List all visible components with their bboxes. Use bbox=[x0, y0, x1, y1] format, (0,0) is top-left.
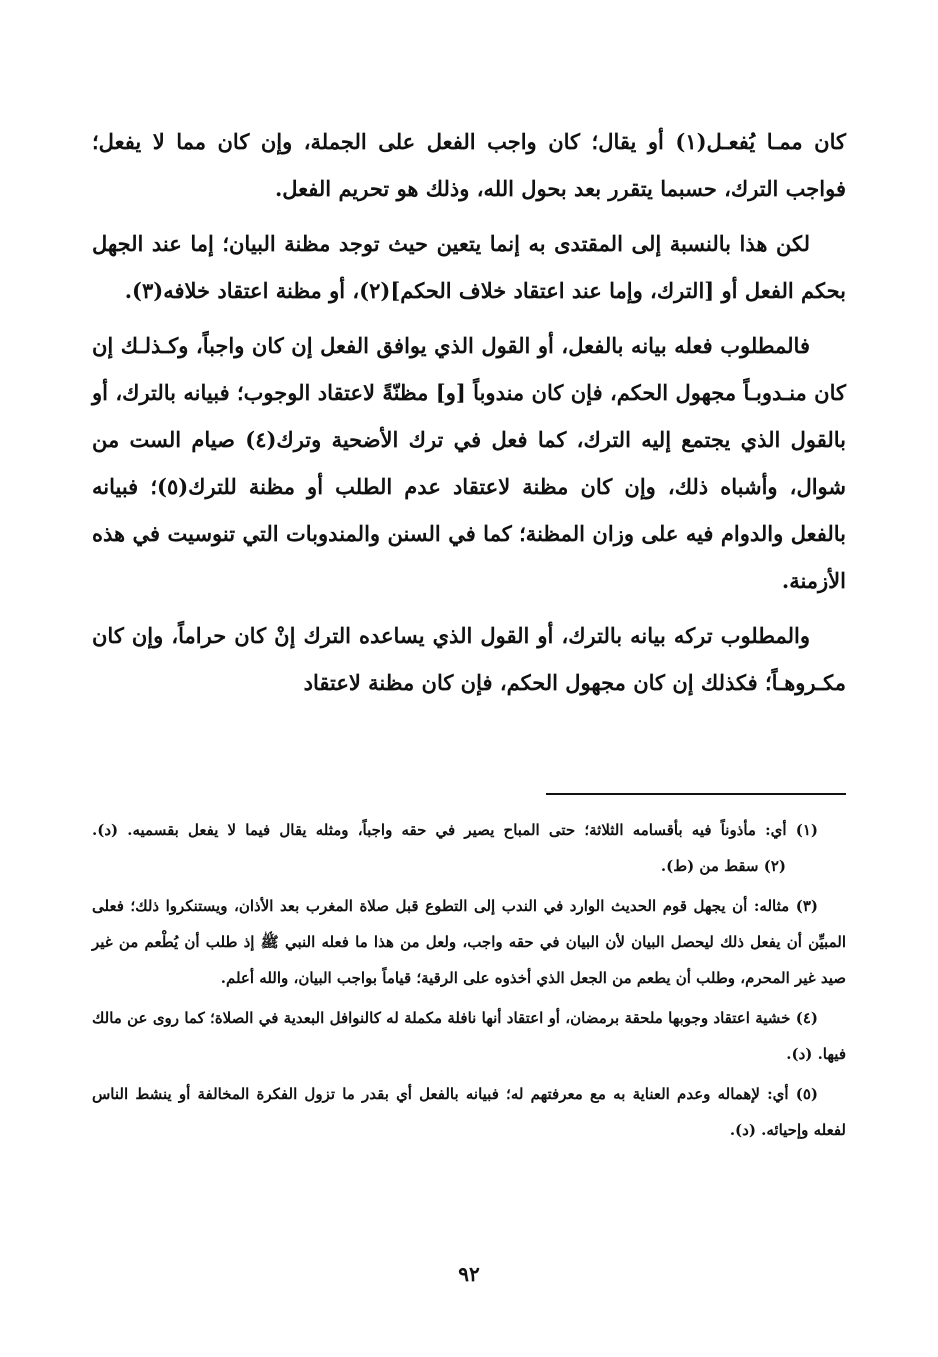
footnote-2: (٢) سقط من (ط). bbox=[660, 857, 786, 875]
paragraph-1: كان ممـا يُفعـل(١) أو يقال؛ كان واجب الفعل على الجملة، وإن كان مما لا يفعل؛ فواجب الترك، حسبما يتقرر بعد بحول الله، وذلك هو تحريم الفعل. bbox=[92, 129, 846, 201]
footnotes bbox=[92, 812, 846, 1148]
footnote-5: (٥) أي: لإهماله وعدم العناية به مع معرفتهم له؛ فبيانه بالفعل أي بقدر ما تزول الفكرة المخالفة أو ينشط الناس لفعله وإحيائه. (د). bbox=[92, 1085, 846, 1139]
footnote-4: (٤) خشية اعتقاد وجوبها ملحقة برمضان، أو اعتقاد أنها نافلة مكملة له كالنوافل البعدية في الصلاة؛ كما روى عن مالك فيها. (د). bbox=[92, 1009, 846, 1063]
paragraph-3: فالمطلوب فعله بيانه بالفعل، أو القول الذي يوافق الفعل إن كان واجباً، وكـذلـك إن كان منـدوبـاً مجهول الحكم، فإن كان مندوباً [و] مظنّةً لاعتقاد الوجوب؛ فبيانه بالترك، أو بالقول الذي يجتمع إليه الترك، كما فعل في ترك الأضحية وترك(٤) صيام الست من شوال، وأشباه ذلك، وإن كان مظنة لاعتقاد عدم الطلب أو مظنة للترك(٥)؛ فبيانه بالفعل والدوام فيه على وزان المظنة؛ كما في السنن والمندوبات التي تنوسيت في هذه الأزمنة. bbox=[92, 333, 846, 593]
page-number: ٩٢ bbox=[458, 1262, 480, 1286]
footnote-1 bbox=[92, 812, 846, 884]
footnote-3: (٣) مثاله: أن يجهل قوم الحديث الوارد في الندب إلى التطوع قبل صلاة المغرب بعد الأذان، ويستنكروا ذلك؛ فعلى المبيِّن أن يفعل ذلك ليحصل البيان لأن البيان في حقه واجب، ولعل من هذا ما فعله النبي ﷺ إذ طلب أن يُطْعم من غير صيد غير المحرم، وطلب أن يطعم من الجعل الذي أخذوه على الرقية؛ قياماً بواجب البيان، والله أعلم. bbox=[92, 897, 846, 987]
paragraph-2: لكن هذا بالنسبة إلى المقتدى به إنما يتعين حيث توجد مظنة البيان؛ إما عند الجهل بحكم الفعل أو [الترك، وإما عند اعتقاد خلاف الحكم](٢)، أو مظنة اعتقاد خلافه(٣). bbox=[92, 231, 846, 303]
footnote-divider bbox=[546, 793, 846, 795]
footnote-1-text: (١) أي: مأذوناً فيه بأقسامه الثلاثة؛ حتى المباح يصير في حقه واجباً، ومثله يقال فيما لا يفعل بقسميه. (د). bbox=[92, 821, 818, 839]
main-text bbox=[92, 118, 846, 706]
paragraph-4: والمطلوب تركه بيانه بالترك، أو القول الذي يساعده الترك إنْ كان حراماً، وإن كان مكـروهـاً؛ فكذلك إن كان مجهول الحكم، فإن كان مظنة لاعتقاد bbox=[92, 623, 846, 695]
